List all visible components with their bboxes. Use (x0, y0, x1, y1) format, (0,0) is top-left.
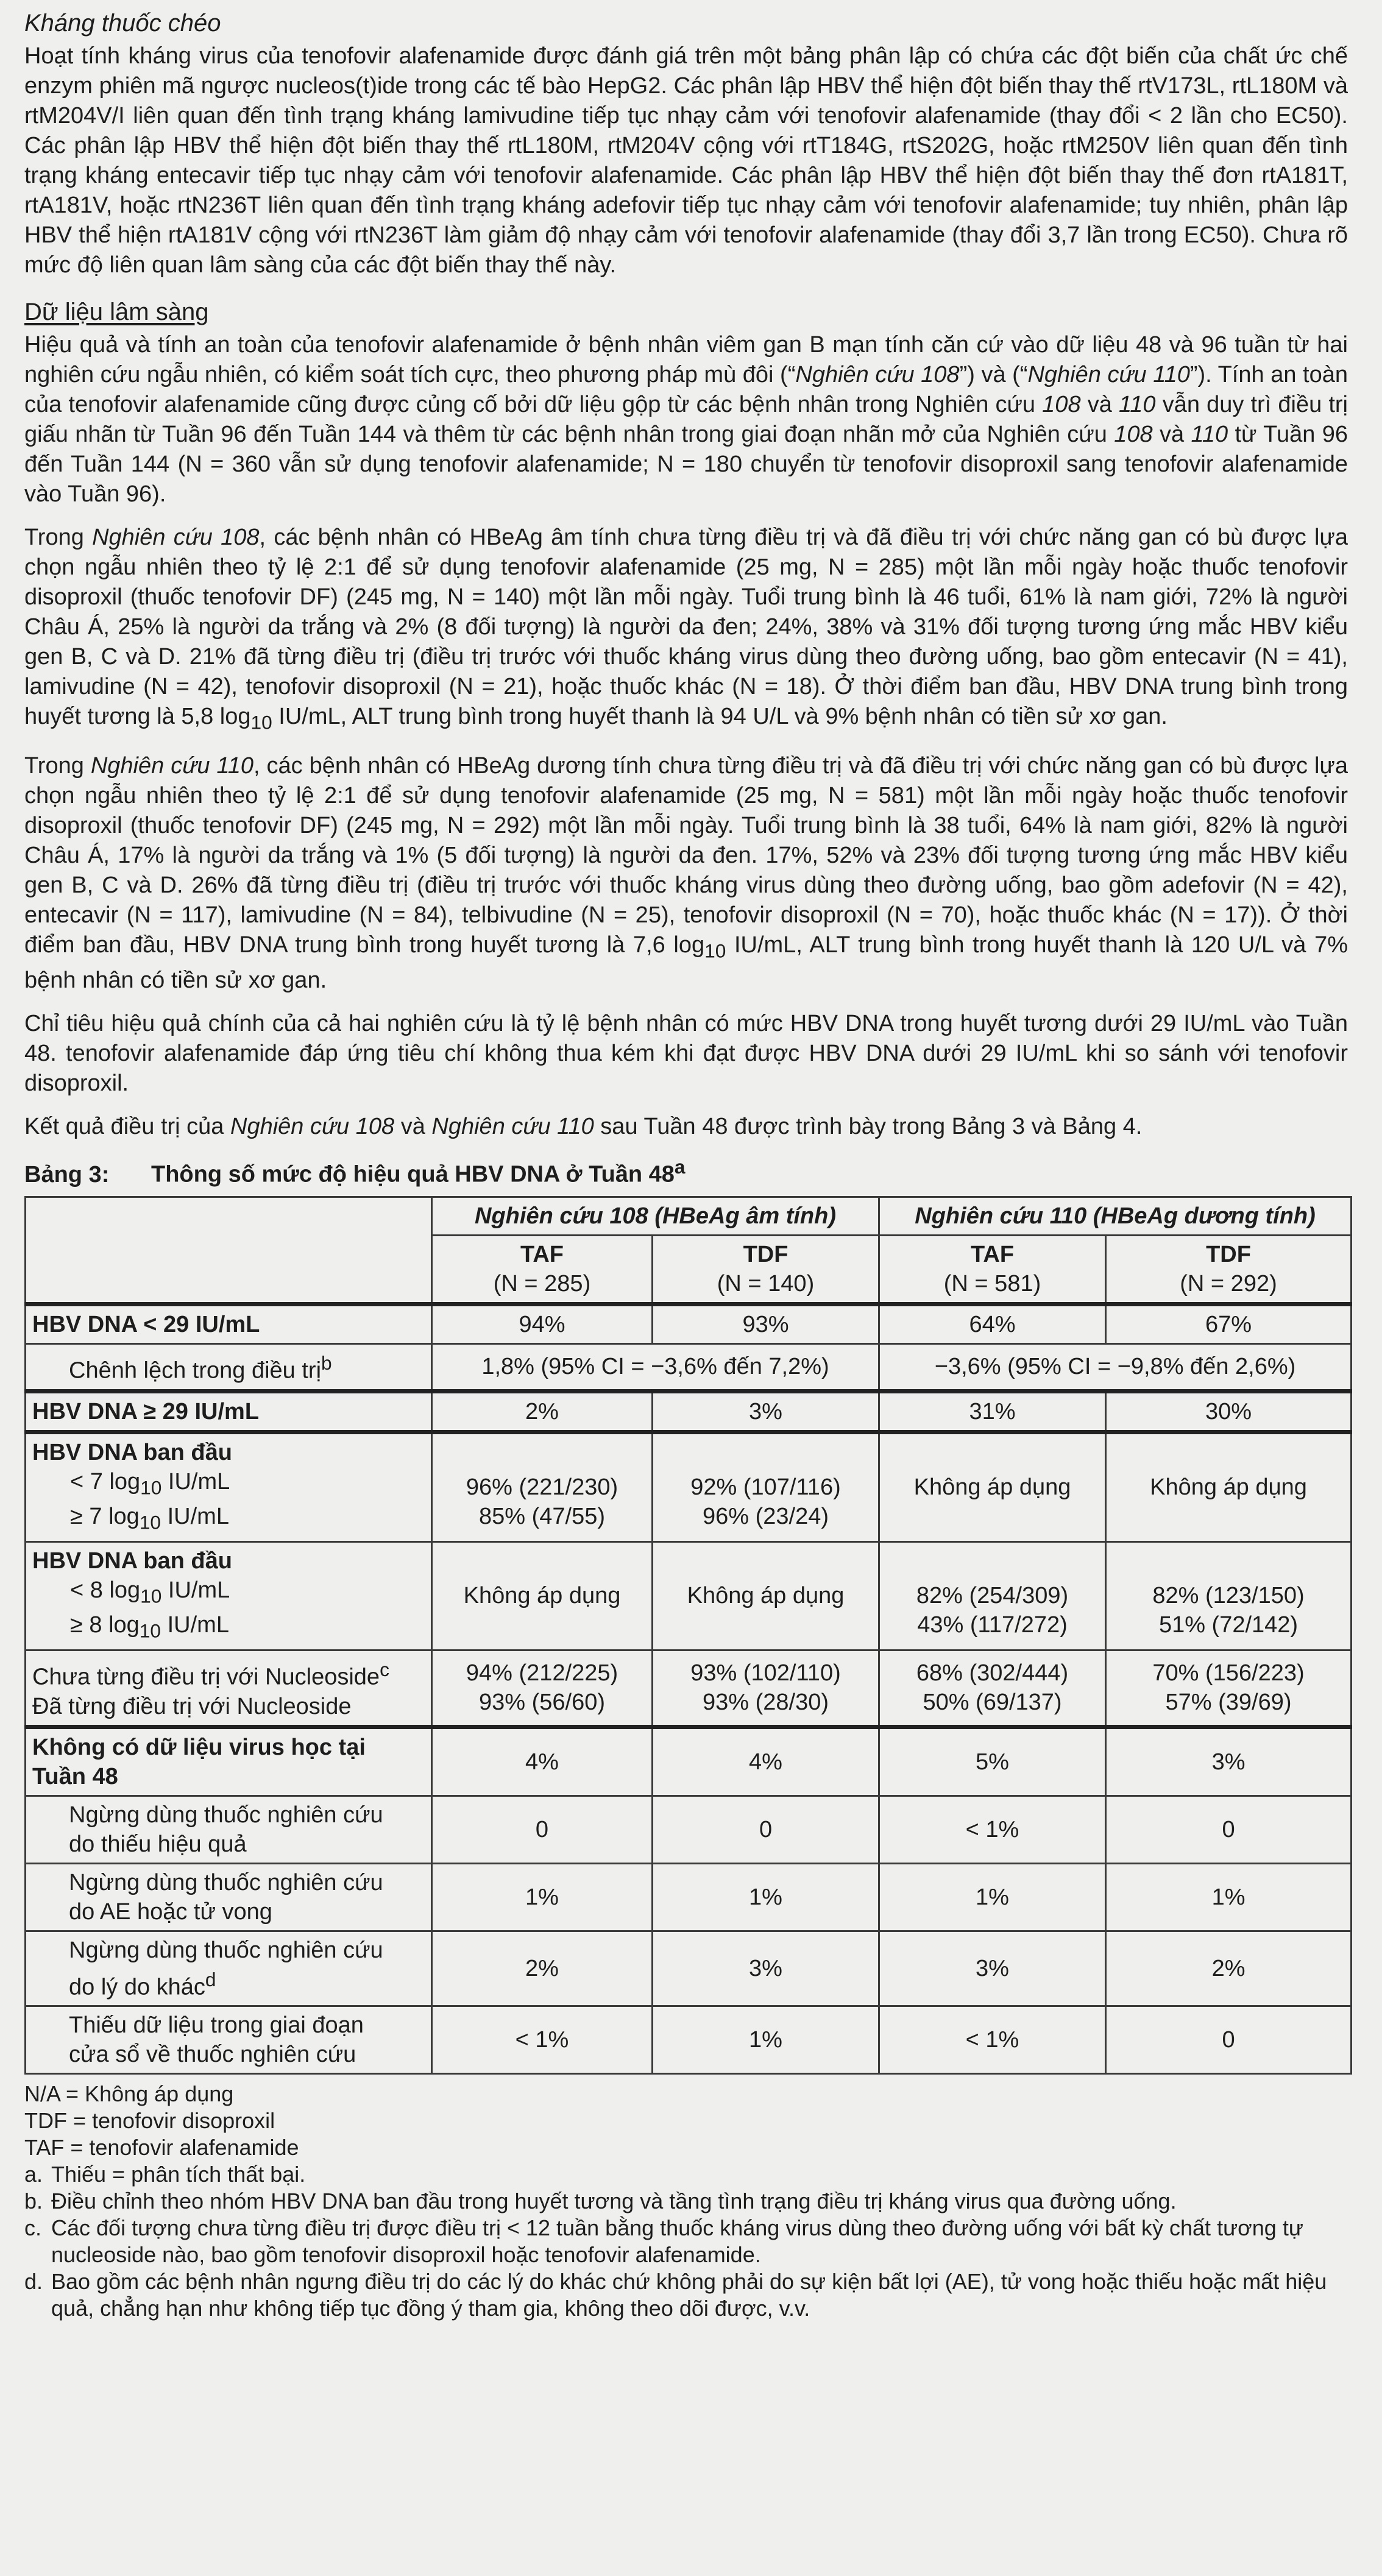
footnote-d: d. Bao gồm các bệnh nhân ngưng điều trị do các lý do khác chứ không phải do sự kiện bất lợi (AE), tử vong hoặc thiếu hoặc mất hiệu quả, chẳng hạn như không tiếp tục đồng ý tham gia, không theo dõi được, v.v. (24, 2269, 1327, 2321)
table-cell: 3% (1106, 1727, 1352, 1796)
table-cell: 93% (653, 1304, 879, 1343)
row-label: Ngừng dùng thuốc nghiên cứu do AE hoặc tử vong (26, 1863, 432, 1931)
table-cell: 3% (653, 1391, 879, 1432)
study-108-header: Nghiên cứu 108 (HBeAg âm tính) (432, 1197, 879, 1235)
table-cell: 0 (1106, 2006, 1352, 2074)
row-label: Ngừng dùng thuốc nghiên cứu do thiếu hiệu quả (26, 1796, 432, 1863)
cross-resistance-paragraph: Hoạt tính kháng virus của tenofovir alafenamide được đánh giá trên một bảng phân lập có chứa các đột biến của chất ức chế enzym phiên mã ngược nucleos(t)ide trong các tế bào HepG2. Các phân lập HBV thể hiện đột biến thay thế rtV173L, rtL180M và rtM204V/I liên quan đến tình trạng kháng lamivudine tiếp tục nhạy cảm với tenofovir alafenamide (thay đổi < 2 lần cho EC50). Các phân lập HBV thể hiện đột biến thay thế rtL180M, rtM204V cộng với rtT184G, rtS202G, hoặc rtM250V liên quan đến tình trạng kháng entecavir tiếp tục nhạy cảm với tenofovir alafenamide. Các phân lập HBV thể hiện đột biến thay thế đơn rtA181T, rtA181V, hoặc rtN236T liên quan đến tình trạng kháng adefovir tiếp tục nhạy cảm với tenofovir alafenamide; tuy nhiên, phân lập HBV thể hiện rtA181V cộng với rtN236T làm giảm độ nhạy cảm với tenofovir alafenamide (thay đổi 3,7 lần trong EC50). Chưa rõ mức độ liên quan lâm sàng của các đột biến thay thế này. (24, 43, 1348, 278)
table-cell: 1% (432, 1863, 653, 1931)
table-cell: Không áp dụng (1106, 1432, 1352, 1541)
table-footnotes (24, 2081, 1348, 2322)
table-cell: 0 (653, 1796, 879, 1863)
row-label: HBV DNA ban đầu < 8 $\log_{10} IU/mL$ ≥ 8 $\log_{10} IU/mL$ (26, 1541, 432, 1650)
row-label: Ngừng dùng thuốc nghiên cứu do lý do khác$^d$ (26, 1931, 432, 2006)
footnote-abbr: TAF = tenofovir alafenamide (24, 2135, 299, 2160)
table-row (26, 1391, 1352, 1432)
clinical-paragraph-3: Trong Nghiên cứu 110, các bệnh nhân có HBeAg dương tính chưa từng điều trị và đã điều trị với chức năng gan có bù được lựa chọn ngẫu nhiên theo tỷ lệ 2:1 để sử dụng tenofovir alafenamide (25 mg, N = 581) một lần mỗi ngày hoặc thuốc tenofovir disoproxil (thuốc tenofovir DF) (245 mg, N = 292) một lần mỗi ngày. Tuổi trung bình là 38 tuổi, 64% là nam giới, 82% là người Châu Á, 17% là người da trắng và 1% (5 đối tượng) là người da đen. 17%, 52% và 23% đối tượng tương ứng mắc HBV kiểu gen B, C và D. 26% đã từng điều trị (điều trị trước với thuốc kháng virus dùng theo đường uống, bao gồm adefovir (N = 42), entecavir (N = 117), lamivudine (N = 84), telbivudine (N = 25), tenofovir disoproxil (N = 70), hoặc thuốc khác (N = 17)). Ở thời điểm ban đầu, HBV DNA trung bình trong huyết tương là 7,6 $\log_{10} IU/mL$, ALT trung bình trong huyết thanh là 120 U/L và 7% bệnh nhân có tiền sử xơ gan. (24, 752, 1348, 994)
row-label: HBV DNA < 29 IU/mL (26, 1304, 432, 1343)
section-heading-clinical-data: Dữ liệu lâm sàng (24, 299, 209, 325)
clinical-paragraph-2: Trong Nghiên cứu 108, các bệnh nhân có HBeAg âm tính chưa từng điều trị và đã điều trị với chức năng gan có bù được lựa chọn ngẫu nhiên theo tỷ lệ 2:1 để sử dụng tenofovir alafenamide (25 mg, N = 285) một lần mỗi ngày hoặc thuốc tenofovir disoproxil (thuốc tenofovir DF) (245 mg, N = 140) một lần mỗi ngày. Tuổi trung bình là 46 tuổi, 61% là nam giới, 72% là người Châu Á, 25% là người da trắng và 2% (8 đối tượng) là người da đen; 24%, 38% và 31% đối tượng tương ứng mắc HBV kiểu gen B, C và D. 21% đã từng điều trị (điều trị trước với thuốc kháng virus dùng theo đường uống, bao gồm entecavir (N = 41), lamivudine (N = 42), tenofovir disoproxil (N = 21), hoặc thuốc khác (N = 18). Ở thời điểm ban đầu, HBV DNA trung bình trong huyết tương là 5,8 $\log_{10} IU/mL$, ALT trung bình trong huyết thanh là 94 U/L và 9% bệnh nhân có tiền sử xơ gan. (24, 525, 1348, 734)
footnote-c: c. Các đối tượng chưa từng điều trị được điều trị < 12 tuần bằng thuốc kháng virus dùng theo đường uống với bất kỳ chất tương tự nucleoside nào, bao gồm tenofovir disoproxil hoặc tenofovir alafenamide. (24, 2215, 1303, 2268)
clinical-paragraph-1: Hiệu quả và tính an toàn của tenofovir alafenamide ở bệnh nhân viêm gan B mạn tính căn cứ vào dữ liệu 48 và 96 tuần từ hai nghiên cứu ngẫu nhiên, có kiểm soát tích cực, theo phương pháp mù đôi (“Nghiên cứu 108”) và (“Nghiên cứu 110”). Tính an toàn của tenofovir alafenamide cũng được củng cố bởi dữ liệu gộp từ các bệnh nhân trong Nghiên cứu 108 và 110 vẫn duy trì điều trị giấu nhãn từ Tuần 96 đến Tuần 144 và thêm từ các bệnh nhân trong giai đoạn nhãn mở của Nghiên cứu 108 và 110 từ Tuần 96 đến Tuần 144 (N = 360 vẫn sử dụng tenofovir alafenamide; N = 180 chuyển từ tenofovir disoproxil sang tenofovir alafenamide vào Tuần 96). (24, 332, 1348, 507)
table-cell: 67% (1106, 1304, 1352, 1343)
table-row (26, 1650, 1352, 1727)
table-cell: < 1% (879, 1796, 1106, 1863)
footnote-abbr: TDF = tenofovir disoproxil (24, 2108, 275, 2134)
table-cell: −3,6% (95% CI = −9,8% đến 2,6%) (879, 1343, 1352, 1391)
table-cell: < 1% (879, 2006, 1106, 2074)
row-label: HBV DNA ban đầu < 7 $\log_{10} IU/mL$ ≥ 7 $\log_{10} IU/mL$ (26, 1432, 432, 1541)
table-row (26, 1432, 1352, 1541)
table-cell: Không áp dụng (432, 1541, 653, 1650)
study-110-header: Nghiên cứu 110 (HBeAg dương tính) (879, 1197, 1352, 1235)
row-label: Chênh lệch trong điều trị$^b$ (26, 1343, 432, 1391)
table-cell: 64% (879, 1304, 1106, 1343)
footnote-a: a. Thiếu = phân tích thất bại. (24, 2162, 306, 2187)
table-cell: 2% (432, 1391, 653, 1432)
table-row (26, 1727, 1352, 1796)
table-cell: 93% (102/110) 93% (28/30) (653, 1650, 879, 1727)
table-cell: 70% (156/223) 57% (39/69) (1106, 1650, 1352, 1727)
table-cell: 5% (879, 1727, 1106, 1796)
table-row (26, 1343, 1352, 1391)
table-row (26, 1796, 1352, 1863)
row-label: Thiếu dữ liệu trong giai đoạn cửa sổ về thuốc nghiên cứu (26, 2006, 432, 2074)
table-cell: 1,8% (95% CI = −3,6% đến 7,2%) (432, 1343, 879, 1391)
section-heading-cross-resistance: Kháng thuốc chéo (24, 10, 221, 37)
row-label: Không có dữ liệu virus học tại Tuần 48 (26, 1727, 432, 1796)
table-cell: 2% (432, 1931, 653, 2006)
table-cell: 1% (1106, 1863, 1352, 1931)
table-cell: 31% (879, 1391, 1106, 1432)
table-cell: 0 (432, 1796, 653, 1863)
col-header: TDF (N = 140) (653, 1235, 879, 1304)
row-label: HBV DNA ≥ 29 IU/mL (26, 1391, 432, 1432)
efficacy-table (24, 1196, 1352, 2075)
table-cell: 94% (432, 1304, 653, 1343)
table-cell: 82% (123/150) 51% (72/142) (1106, 1541, 1352, 1650)
col-header: TDF (N = 292) (1106, 1235, 1352, 1304)
footnote-b: b. Điều chỉnh theo nhóm HBV DNA ban đầu trong huyết tương và tầng tình trạng điều trị kháng virus qua đường uống. (24, 2189, 1177, 2214)
table-cell: 92% (107/116) 96% (23/24) (653, 1432, 879, 1541)
table-row (26, 1541, 1352, 1650)
table-cell: 4% (432, 1727, 653, 1796)
table-row (26, 1931, 1352, 2006)
table-cell: < 1% (432, 2006, 653, 2074)
table-header-row-1 (26, 1197, 1352, 1235)
table-header-row-2 (26, 1235, 1352, 1304)
footnote-abbr: N/A = Không áp dụng (24, 2081, 234, 2107)
table-cell: 1% (653, 2006, 879, 2074)
col-header: TAF (N = 285) (432, 1235, 653, 1304)
table-cell: Không áp dụng (653, 1541, 879, 1650)
table-cell: 94% (212/225) 93% (56/60) (432, 1650, 653, 1727)
table-cell: 30% (1106, 1391, 1352, 1432)
table-cell: 2% (1106, 1931, 1352, 2006)
table-cell: 3% (653, 1931, 879, 2006)
table-title: Bảng 3: Thông số mức độ hiệu quả HBV DNA ở Tuần 48$^a$ (24, 1156, 686, 1187)
table-cell: 0 (1106, 1796, 1352, 1863)
row-label: Chưa từng điều trị với Nucleoside$^c$ Đã từng điều trị với Nucleoside (26, 1650, 432, 1727)
clinical-paragraph-5: Kết quả điều trị của Nghiên cứu 108 và Nghiên cứu 110 sau Tuần 48 được trình bày trong Bảng 3 và Bảng 4. (24, 1114, 1143, 1140)
table-cell: 82% (254/309) 43% (117/272) (879, 1541, 1106, 1650)
table-cell: 3% (879, 1931, 1106, 2006)
table-cell: 4% (653, 1727, 879, 1796)
clinical-paragraph-4: Chỉ tiêu hiệu quả chính của cả hai nghiên cứu là tỷ lệ bệnh nhân có mức HBV DNA trong huyết tương dưới 29 IU/mL vào Tuần 48. tenofovir alafenamide đáp ứng tiêu chí không thua kém khi đạt được HBV DNA dưới 29 IU/mL khi so sánh với tenofovir disoproxil. (24, 1011, 1348, 1097)
table-cell: 68% (302/444) 50% (69/137) (879, 1650, 1106, 1727)
table-cell: Không áp dụng (879, 1432, 1106, 1541)
table-row (26, 1304, 1352, 1343)
table-row (26, 2006, 1352, 2074)
table-cell: 1% (653, 1863, 879, 1931)
col-header: TAF (N = 581) (879, 1235, 1106, 1304)
table-row (26, 1863, 1352, 1931)
table-cell: 96% (221/230) 85% (47/55) (432, 1432, 653, 1541)
table-cell: 1% (879, 1863, 1106, 1931)
